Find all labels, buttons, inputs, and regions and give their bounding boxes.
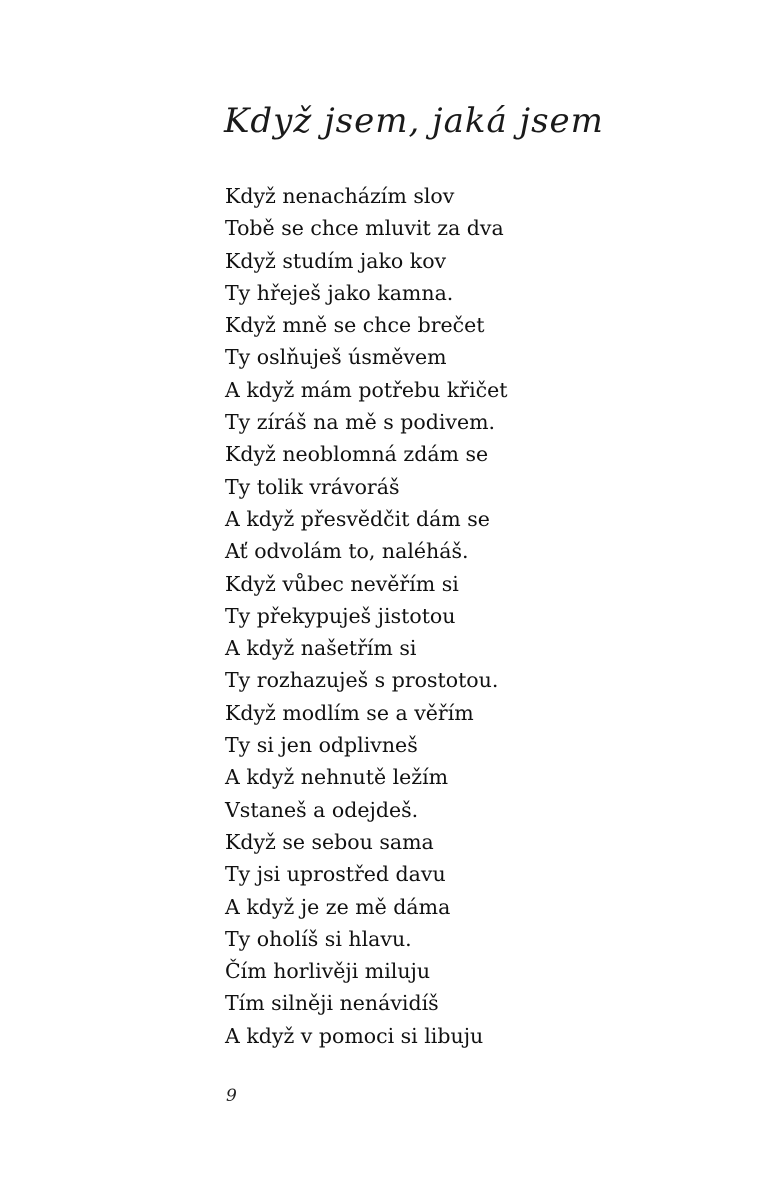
poem-line: Ty si jen odplivneš xyxy=(225,733,418,758)
poem-line: Tobě se chce mluvit za dva xyxy=(225,216,504,241)
poem-title: Když jsem, jaká jsem xyxy=(224,101,604,141)
poem-line: Ty oslňuješ úsměvem xyxy=(225,345,447,370)
poem-line: Čím horlivěji miluju xyxy=(225,959,431,984)
poem-line: Ty jsi uprostřed davu xyxy=(225,862,446,887)
poem-line: Ty překypuješ jistotou xyxy=(225,603,456,628)
poem-line: Když se sebou sama xyxy=(225,829,434,854)
poem-line: Vstaneš a odejdeš. xyxy=(225,797,419,822)
poem-body xyxy=(225,180,508,1052)
poem-line: A když přesvědčit dám se xyxy=(225,506,490,531)
poem-line: A když našetřím si xyxy=(225,636,417,661)
poem-line: A když nehnutě ležím xyxy=(225,765,449,790)
poem-line: Ty rozhazuješ s prostotou. xyxy=(225,668,499,693)
poem-line: Ty oholíš si hlavu. xyxy=(225,926,412,951)
poem-line: Ty hřeješ jako kamna. xyxy=(225,280,454,305)
poem-line: Ty tolik vrávoráš xyxy=(225,474,400,499)
poem-line: Když mně se chce brečet xyxy=(225,313,485,338)
poem-line: Když vůbec nevěřím si xyxy=(225,571,459,596)
poem-line: Když neoblomná zdám se xyxy=(225,442,489,467)
poem-line: A když je ze mě dáma xyxy=(225,894,451,919)
poem-line: Když studím jako kov xyxy=(225,248,447,273)
poem-line: Když modlím se a věřím xyxy=(225,700,474,725)
poem-line: Když nenacházím slov xyxy=(225,184,455,208)
poem-line: A když mám potřebu křičet xyxy=(225,377,508,402)
poem-line: Tím silněji nenávidíš xyxy=(225,991,439,1016)
poem-line: Ať odvolám to, naléháš. xyxy=(225,539,469,564)
poem-line: Ty zíráš na mě s podivem. xyxy=(225,410,496,435)
page-number: 9 xyxy=(226,1086,237,1106)
poem-line: A když v pomoci si libuju xyxy=(225,1023,484,1048)
